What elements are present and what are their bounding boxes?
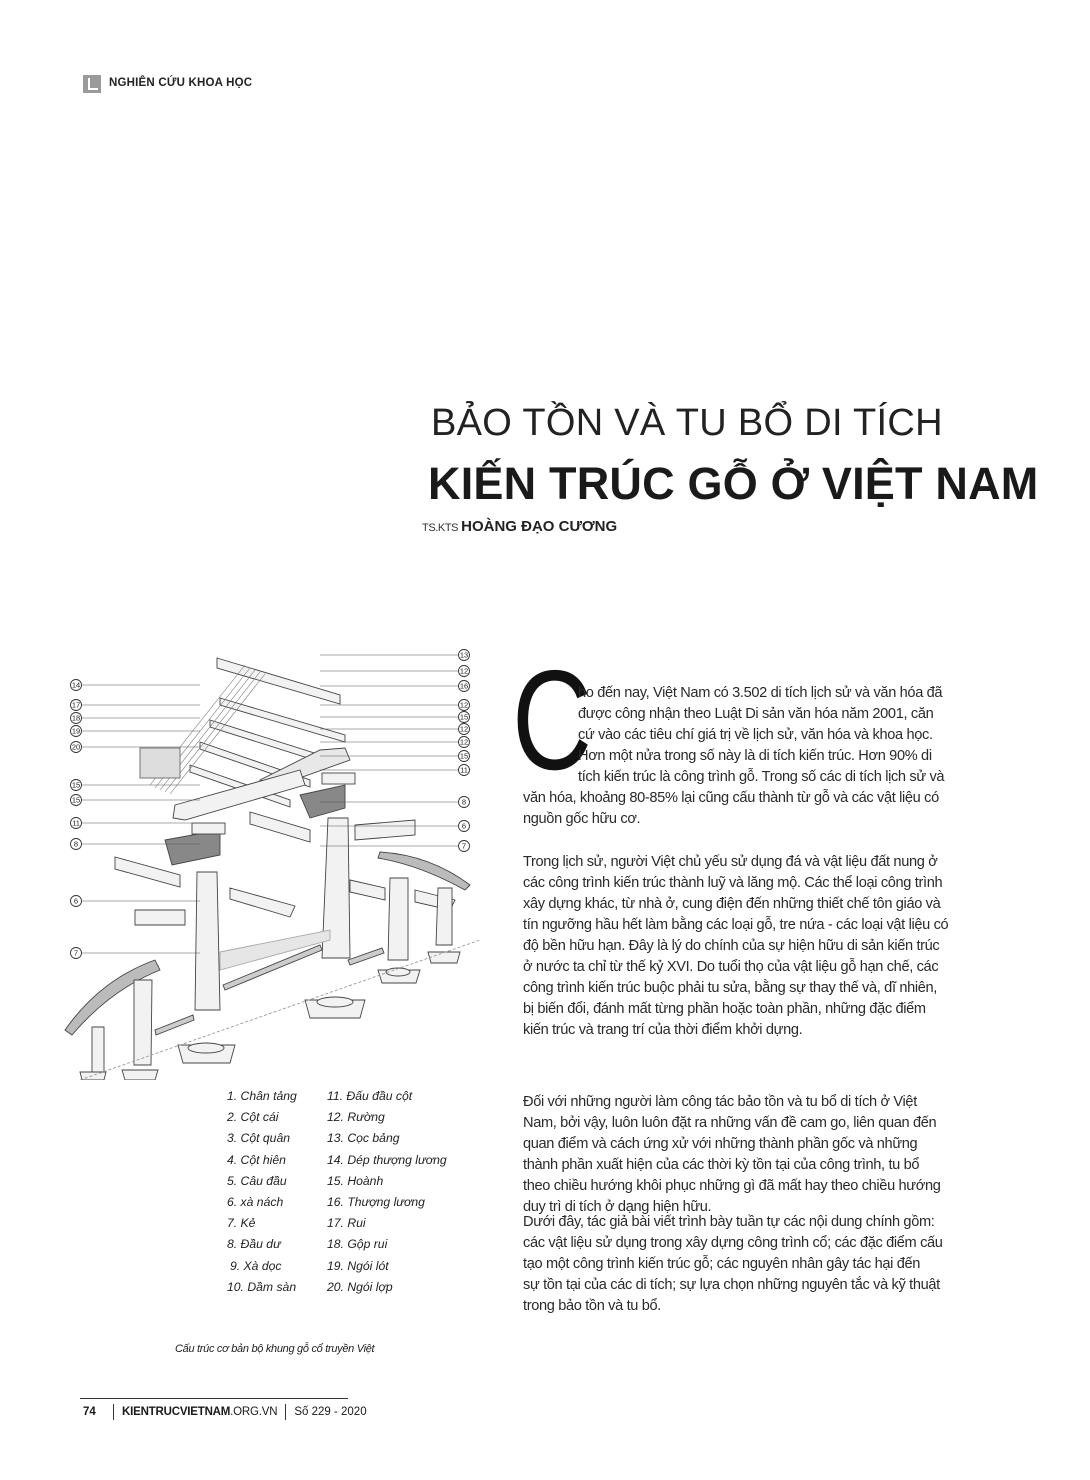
legend-item: 2. Cột cái (227, 1110, 279, 1125)
callout-number: 12 (459, 700, 469, 710)
callout-marker (459, 681, 470, 692)
body-line: thành phần xuất hiện của các thời kỳ tồn tại của công trình, tu bổ (523, 1157, 920, 1173)
footer-site-name: KIENTRUCVIETNAM (122, 1406, 231, 1418)
legend-item: 15. Hoành (327, 1173, 384, 1188)
callout-marker (71, 700, 82, 711)
legend-item: 10. Dầm sàn (227, 1279, 297, 1294)
legend-item: 1. Chân tảng (227, 1089, 297, 1103)
body-line: xây dựng khác, từ nhà ở, cung điện đến những thiết chế tôn giáo và (523, 896, 941, 912)
legend-item: 13. Cọc bảng (327, 1131, 400, 1146)
body-line: các vật liệu sử dụng trong xây dựng công trình cổ; các đặc điểm cấu (523, 1235, 943, 1251)
body-line: nguồn gốc hữu cơ. (523, 811, 641, 827)
callout-number: 7 (73, 948, 79, 958)
legend-item: 3. Cột quân (227, 1131, 291, 1146)
issue-number: Số 229 - 2020 (294, 1406, 367, 1418)
footer-rule (80, 1398, 348, 1399)
body-line: được công nhận theo Luật Di sản văn hóa năm 2001, căn (578, 706, 934, 722)
main-column-left (195, 872, 220, 1010)
section-icon (83, 75, 101, 93)
callout-number: 8 (73, 839, 79, 849)
body-line: độ bền hữu hạn. Đây là lý do chính của sự hiện hữu di sản kiến trúc (523, 938, 940, 954)
footer-divider (113, 1404, 114, 1420)
body-line: kiến trúc và trang trí của thời điểm khởi dựng. (523, 1022, 803, 1038)
legend-item: 9. Xà dọc (230, 1258, 282, 1273)
callout-marker (459, 765, 470, 776)
legend-item: 16. Thượng lương (327, 1195, 425, 1209)
body-line: văn hóa, khoảng 80-85% lại cũng cấu thành từ gỗ và các vật liệu có (523, 790, 939, 806)
callout-marker (459, 724, 470, 735)
callout-number: 15 (459, 712, 469, 722)
footer (83, 1404, 367, 1420)
callout-number: 12 (459, 737, 469, 747)
body-line: bị biến đổi, đánh mất từng phần hoặc toàn phần, những đặc điểm (523, 1001, 926, 1017)
callout-number: 11 (72, 818, 80, 828)
legend-item: 12. Rường (327, 1110, 385, 1125)
callout-number: 19 (71, 726, 81, 736)
figure-caption: Cấu trúc cơ bản bộ khung gỗ cổ truyền Việt (175, 1343, 375, 1355)
section-label: NGHIÊN CỨU KHOA HỌC (109, 77, 253, 89)
callout-number: 14 (71, 680, 81, 690)
callout-number: 16 (459, 681, 469, 691)
body-line: tích kiến trúc là công trình gỗ. Trong số các di tích lịch sử và (578, 769, 945, 785)
footer-site-domain: .ORG.VN (230, 1406, 278, 1418)
callout-marker (71, 839, 82, 850)
callout-marker (71, 680, 82, 691)
callout-marker (71, 713, 82, 724)
legend-item: 11. Đấu đầu cột (327, 1089, 413, 1103)
callout-marker (459, 751, 470, 762)
legend-item: 6. xà nách (227, 1195, 284, 1209)
body-line: Dưới đây, tác giả bài viết trình bày tuần tự các nội dung chính gồm: (523, 1214, 935, 1230)
body-line: trong bảo tồn và tu bổ. (523, 1298, 661, 1314)
body-line: Trong lịch sử, người Việt chủ yếu sử dụng đá và vật liệu đất nung ở (523, 854, 938, 870)
callout-number: 13 (459, 650, 469, 660)
body-line: công trình kiến trúc buộc phải tu sửa, bằng sự thay thế và, dĩ nhiên, (523, 980, 938, 996)
body-line: ở nước ta chỉ từ thế kỷ XVI. Do tuổi thọ của vật liệu gỗ hạn chế, các (523, 959, 939, 975)
legend-item: 20. Ngói lợp (327, 1279, 393, 1294)
ridge-beam (217, 658, 340, 704)
callout-marker (71, 742, 82, 753)
callout-number: 12 (459, 666, 469, 676)
body-line: ho đến nay, Việt Nam có 3.502 di tích lịch sử và văn hóa đã (578, 685, 943, 701)
callout-marker (459, 797, 470, 808)
callout-marker (459, 737, 470, 748)
footer-site[interactable] (122, 1406, 277, 1418)
callout-marker (71, 780, 82, 791)
callout-number: 6 (461, 821, 467, 831)
callout-number: 20 (71, 742, 81, 752)
legend-item: 4. Cột hiên (227, 1152, 286, 1167)
body-line: sự tồn tại của các di tích; sự lựa chọn những nguyên tắc và kỹ thuật (523, 1277, 940, 1293)
legend-item: 18. Gộp rui (327, 1237, 388, 1252)
legend-item: 19. Ngói lót (327, 1258, 389, 1273)
author-prefix: TS.KTS (422, 522, 459, 534)
callout-marker (71, 896, 82, 907)
byline (422, 518, 617, 536)
body-line: Hơn một nửa trong số này là di tích kiến trúc. Hơn 90% di (578, 748, 932, 764)
legend-item: 14. Dép thượng lương (327, 1152, 447, 1167)
article-title-line1: BẢO TỒN VÀ TU BỔ DI TÍCH (431, 402, 943, 444)
callout-marker (459, 666, 470, 677)
footer-divider (285, 1404, 286, 1420)
body-line: theo chiều hướng khôi phục những gì đã mất hay theo chiều hướng (523, 1178, 941, 1194)
callout-marker (71, 726, 82, 737)
legend-item: 5. Câu đầu (227, 1173, 287, 1188)
callout-marker (459, 841, 470, 852)
body-line: Nam, bởi vậy, luôn luôn đặt ra những vấn đề cam go, liên quan đến (523, 1115, 937, 1131)
callout-number: 17 (71, 700, 81, 710)
body-line: tạo một công trình kiến trúc gỗ; các nguyên nhân gây tác hại đến (523, 1256, 921, 1272)
legend-item: 7. Kẻ (227, 1216, 256, 1231)
body-line: cứ vào các tiêu chí giá trị về lịch sử, văn hóa và khoa học. (578, 727, 933, 743)
legend-item: 8. Đầu dư (227, 1237, 281, 1252)
body-line: tín ngưỡng hầu hết làm bằng các loại gỗ, tre nứa - các loại vật liệu có (523, 917, 949, 933)
callout-marker (459, 821, 470, 832)
callout-number: 12 (459, 724, 469, 734)
page-number: 74 (83, 1406, 96, 1418)
callout-marker (71, 818, 82, 829)
callout-number: 8 (461, 797, 467, 807)
body-line: duy trì di tích ở dạng hiện hữu. (523, 1199, 712, 1215)
callout-number: 15 (71, 780, 81, 790)
callout-marker (71, 948, 82, 959)
callout-number: 15 (71, 795, 81, 805)
callout-marker (459, 650, 470, 661)
callout-number: 18 (71, 713, 81, 723)
legend-item: 17. Rui (327, 1216, 366, 1231)
callout-marker (459, 700, 470, 711)
callout-number: 7 (461, 841, 467, 851)
author-name: HOÀNG ĐẠO CƯƠNG (461, 518, 618, 535)
body-line: quan điểm và cách ứng xử với những thành phần gốc và những (523, 1136, 918, 1152)
callout-number: 15 (459, 751, 469, 761)
callout-marker (71, 795, 82, 806)
body-line: Đối với những người làm công tác bảo tồn và tu bổ di tích ở Việt (523, 1094, 917, 1110)
callout-marker (459, 712, 470, 723)
article-title-line2: KIẾN TRÚC GỖ Ở VIỆT NAM (428, 458, 1039, 509)
timber-frame-diagram (60, 640, 490, 1080)
drop-cap: C (512, 641, 592, 800)
callout-number: 6 (73, 896, 79, 906)
callout-number: 11 (460, 765, 468, 775)
body-line: các công trình kiến trúc thành luỹ và lăng mộ. Các thể loại công trình (523, 875, 943, 891)
